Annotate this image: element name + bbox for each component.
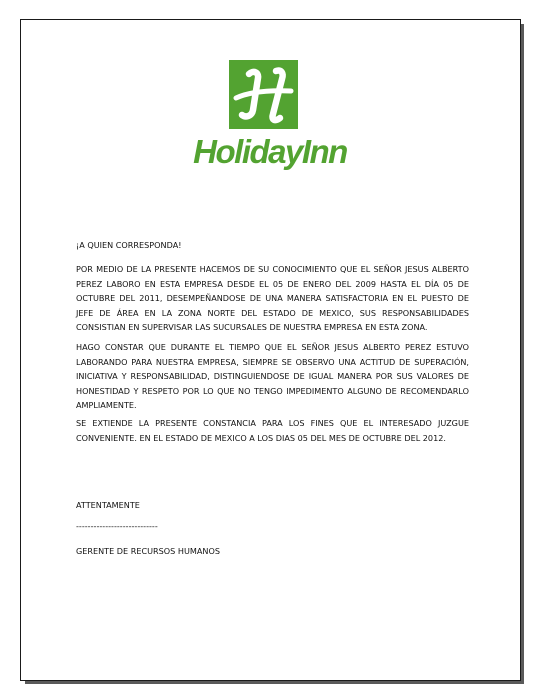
letter-greeting: ¡A QUIEN CORRESPONDA! (76, 240, 182, 250)
letter-paragraph-1: POR MEDIO DE LA PRESENTE HACEMOS DE SU CONOCIMIENTO QUE EL SEÑOR JESUS ALBERTO PEREZ LABORO EN ESTA EMPRESA DESDE EL 05 DE ENERO DEL 2009 HASTA EL DÍA 05 DE OCTUBRE DEL 2011, DESEMPEÑANDOSE DE UNA MANERA SATISFACTORIA EN EL PUESTO DE JEFE DE ÁREA EN LA ZONA NORTE DEL ESTADO DE MEXICO, SUS RESPONSABILIDADES CONSISTIAN EN SUPERVISAR LAS SUCURSALES DE NUESTRA EMPRESA EN ESTA ZONA. (76, 264, 469, 332)
letter-paragraph-3: SE EXTIENDE LA PRESENTE CONSTANCIA PARA LOS FINES QUE EL INTERESADO JUZGUE CONVENIENTE. EN EL ESTADO DE MEXICO A LOS DIAS 05 DEL MES DE OCTUBRE DEL 2012. (76, 418, 469, 443)
page-shadow-right (521, 24, 524, 683)
letter-paragraph-2: HAGO CONSTAR QUE DURANTE EL TIEMPO QUE EL SEÑOR JESUS ALBERTO PEREZ ESTUVO LABORANDO PARA NUESTRA EMPRESA, SIEMPRE SE OBSERVO UNA ACTITUD DE SUPERACIÓN, INICIATIVA Y RESPONSABILIDAD, DISTINGUIENDOSE DE IGUAL MANERA POR SUS VALORES DE HONESTIDAD Y RESPETO POR LO QUE NO TENGO IMPEDIMENTO ALGUNO DE RECOMENDARLO AMPLIAMENTE. (76, 342, 469, 410)
page-shadow-bottom (25, 681, 524, 684)
signature-line: ---------------------------- (76, 521, 158, 531)
holiday-inn-wordmark: HolidayInn (193, 133, 347, 170)
holiday-inn-h-icon (229, 60, 298, 129)
letter-closing: ATTENTAMENTE (76, 500, 140, 510)
signature-title: GERENTE DE RECURSOS HUMANOS (76, 546, 220, 556)
